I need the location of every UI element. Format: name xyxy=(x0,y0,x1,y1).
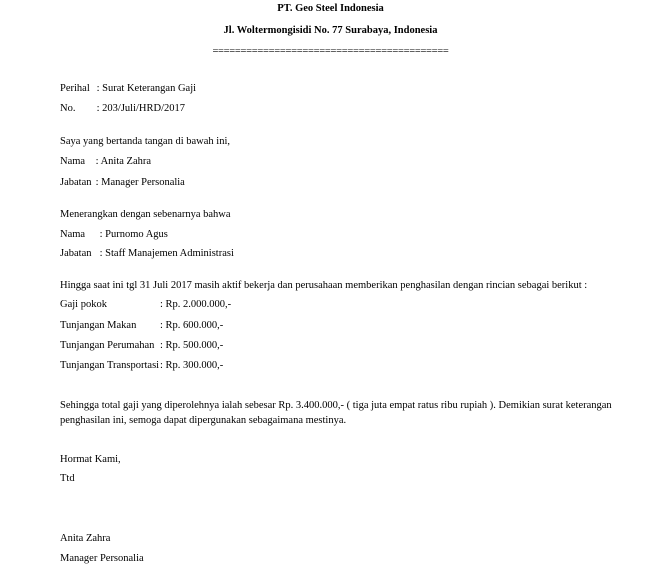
income-label: Gaji pokok xyxy=(60,299,107,310)
number-row xyxy=(60,103,185,114)
employee-name-row xyxy=(60,229,168,240)
number-label: No. xyxy=(60,103,76,114)
intro-text: Saya yang bertanda tangan di bawah ini, xyxy=(60,136,230,147)
signer-title-value: : Manager Personalia xyxy=(95,177,185,188)
income-row xyxy=(60,340,154,351)
perihal-value: : Surat Keterangan Gaji xyxy=(96,83,197,94)
employee-title-label: Jabatan xyxy=(60,248,92,259)
income-value: : Rp. 300.000,- xyxy=(160,360,224,371)
income-label: Tunjangan Makan xyxy=(60,320,137,331)
income-label: Tunjangan Perumahan xyxy=(60,340,155,351)
closing-salutation: Hormat Kami, xyxy=(60,454,121,465)
income-value: : Rp. 2.000.000,- xyxy=(160,299,232,310)
income-value: : Rp. 600.000,- xyxy=(160,320,224,331)
income-row xyxy=(60,320,136,331)
employee-name-label: Nama xyxy=(60,229,86,240)
income-value: : Rp. 500.000,- xyxy=(160,340,224,351)
closing-name: Anita Zahra xyxy=(60,533,111,544)
income-intro-text: Hingga saat ini tgl 31 Juli 2017 masih aktif bekerja dan perusahaan memberikan penghasilan dengan rincian sebagai berikut : xyxy=(60,280,588,291)
perihal-row xyxy=(60,83,196,94)
employee-title-value: : Staff Manajemen Administrasi xyxy=(99,248,234,259)
signer-title-label: Jabatan xyxy=(60,177,92,188)
income-label: Tunjangan Transportasi xyxy=(60,360,160,371)
income-row xyxy=(60,360,159,371)
employee-title-row xyxy=(60,248,234,259)
number-value: : 203/Juli/HRD/2017 xyxy=(96,103,186,114)
signer-name-value: : Anita Zahra xyxy=(95,156,152,167)
statement-text: Menerangkan dengan sebenarnya bahwa xyxy=(60,209,231,220)
closing-ttd: Ttd xyxy=(60,473,75,484)
company-address: Jl. Woltermongisidi No. 77 Surabaya, Indonesia xyxy=(223,25,438,36)
employee-name-value: : Purnomo Agus xyxy=(99,229,168,240)
header-rule: ========================================== xyxy=(212,46,449,57)
perihal-label: Perihal xyxy=(60,83,90,94)
signer-title-row xyxy=(60,177,185,188)
signer-name-label: Nama xyxy=(60,156,86,167)
signer-name-row xyxy=(60,156,151,167)
company-name: PT. Geo Steel Indonesia xyxy=(277,3,384,14)
closing-title: Manager Personalia xyxy=(60,553,144,564)
income-row xyxy=(60,299,107,310)
summary-text: Sehingga total gaji yang diperolehnya ialah sebesar Rp. 3.400.000,- ( tiga juta empat ratus ribu rupiah ). Demikian surat keterangan penghasilan ini, semoga dapat dipergunakan sebagaimana mestinya. xyxy=(60,400,612,426)
